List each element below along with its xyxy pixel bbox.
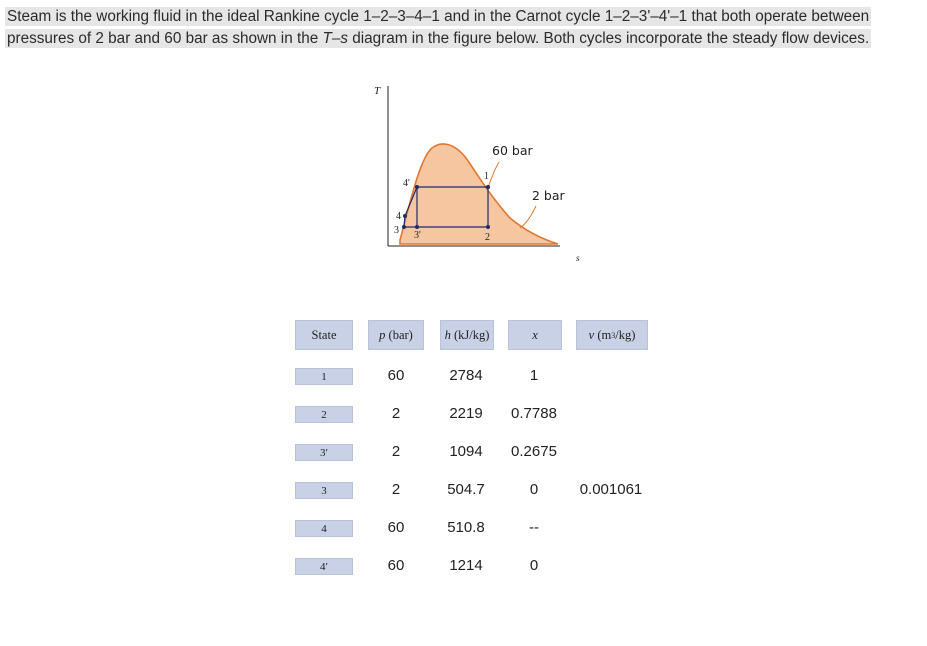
header-volume-unit-pre: (m — [597, 327, 612, 342]
problem-line-2 — [5, 29, 871, 48]
header-enthalpy-symbol: h — [444, 327, 451, 342]
ts-term: T–s — [322, 30, 348, 47]
label-point-3: 3 — [394, 225, 399, 236]
state-cell — [295, 520, 353, 537]
enthalpy-value: 2784 — [449, 367, 483, 384]
isobar-2bar-line — [520, 206, 536, 228]
header-state — [295, 320, 353, 350]
state-label: 2 — [321, 408, 327, 421]
problem-line-1 — [5, 7, 871, 26]
header-volume-unit-post: /kg) — [615, 327, 636, 342]
problem-line-2-text-a: pressures of 2 bar and 60 bar as shown in the — [7, 30, 323, 47]
state-label: 4′ — [320, 560, 328, 573]
header-state-label: State — [311, 327, 337, 342]
header-pressure-symbol: p — [379, 327, 386, 342]
enthalpy-value: 504.7 — [447, 481, 485, 498]
label-point-2: 2 — [485, 232, 490, 243]
pressure-value: 60 — [387, 557, 405, 574]
pressure-value: 60 — [387, 367, 405, 384]
state-label: 1 — [321, 370, 327, 383]
header-pressure-unit: (bar) — [388, 327, 413, 342]
state-label: 4 — [321, 522, 327, 535]
point-1 — [486, 185, 490, 189]
pressure-value: 60 — [387, 519, 405, 536]
point-3 — [402, 225, 406, 229]
state-cell — [295, 368, 353, 385]
state-label: 3′ — [320, 446, 328, 459]
label-point-4: 4 — [396, 211, 401, 222]
problem-line-1-text: Steam is the working fluid in the ideal Rankine cycle 1–2–3–4–1 and in the Carnot cycle 1–2–3'–4'–1 that both operate between — [7, 8, 870, 25]
ts-diagram — [360, 78, 600, 273]
pressure-value: 2 — [391, 443, 401, 460]
header-enthalpy — [440, 320, 494, 350]
header-volume-symbol: v — [588, 327, 595, 342]
header-volume-unit-sup: 3 — [611, 330, 616, 340]
header-pressure — [368, 320, 424, 350]
point-4 — [403, 214, 407, 218]
t-axis-label: T — [374, 85, 381, 97]
header-quality — [508, 320, 562, 350]
quality-value: 1 — [529, 367, 539, 384]
point-4p — [415, 185, 419, 189]
isobar-60bar-line — [488, 162, 499, 187]
quality-value: -- — [529, 519, 539, 536]
state-cell — [295, 558, 353, 575]
header-quality-symbol: x — [532, 327, 538, 342]
state-label: 3 — [321, 484, 327, 497]
pressure-value: 2 — [391, 481, 401, 498]
label-point-4p: 4' — [403, 178, 410, 189]
enthalpy-value: 510.8 — [447, 519, 485, 536]
enthalpy-value: 1094 — [449, 443, 483, 460]
header-enthalpy-unit: (kJ/kg) — [453, 327, 490, 342]
pressure-value: 2 — [391, 405, 401, 422]
point-2 — [486, 225, 490, 229]
state-cell — [295, 444, 353, 461]
problem-statement — [5, 6, 895, 50]
problem-line-2-text-b: diagram in the figure below. Both cycles incorporate the steady flow devices. — [347, 30, 870, 47]
header-specific-volume — [576, 320, 648, 350]
label-point-1: 1 — [484, 171, 489, 182]
label-2bar: 2 bar — [532, 188, 565, 203]
quality-value: 0 — [529, 557, 539, 574]
volume-value: 0.001061 — [579, 481, 643, 498]
s-axis-label: s — [576, 253, 580, 263]
quality-value: 0.7788 — [511, 405, 557, 422]
state-cell — [295, 406, 353, 423]
enthalpy-value: 1214 — [449, 557, 483, 574]
point-3p — [415, 225, 419, 229]
enthalpy-value: 2219 — [449, 405, 483, 422]
label-60bar: 60 bar — [492, 143, 533, 158]
label-point-3p: 3' — [414, 230, 421, 241]
quality-value: 0 — [529, 481, 539, 498]
quality-value: 0.2675 — [511, 443, 557, 460]
state-cell — [295, 482, 353, 499]
